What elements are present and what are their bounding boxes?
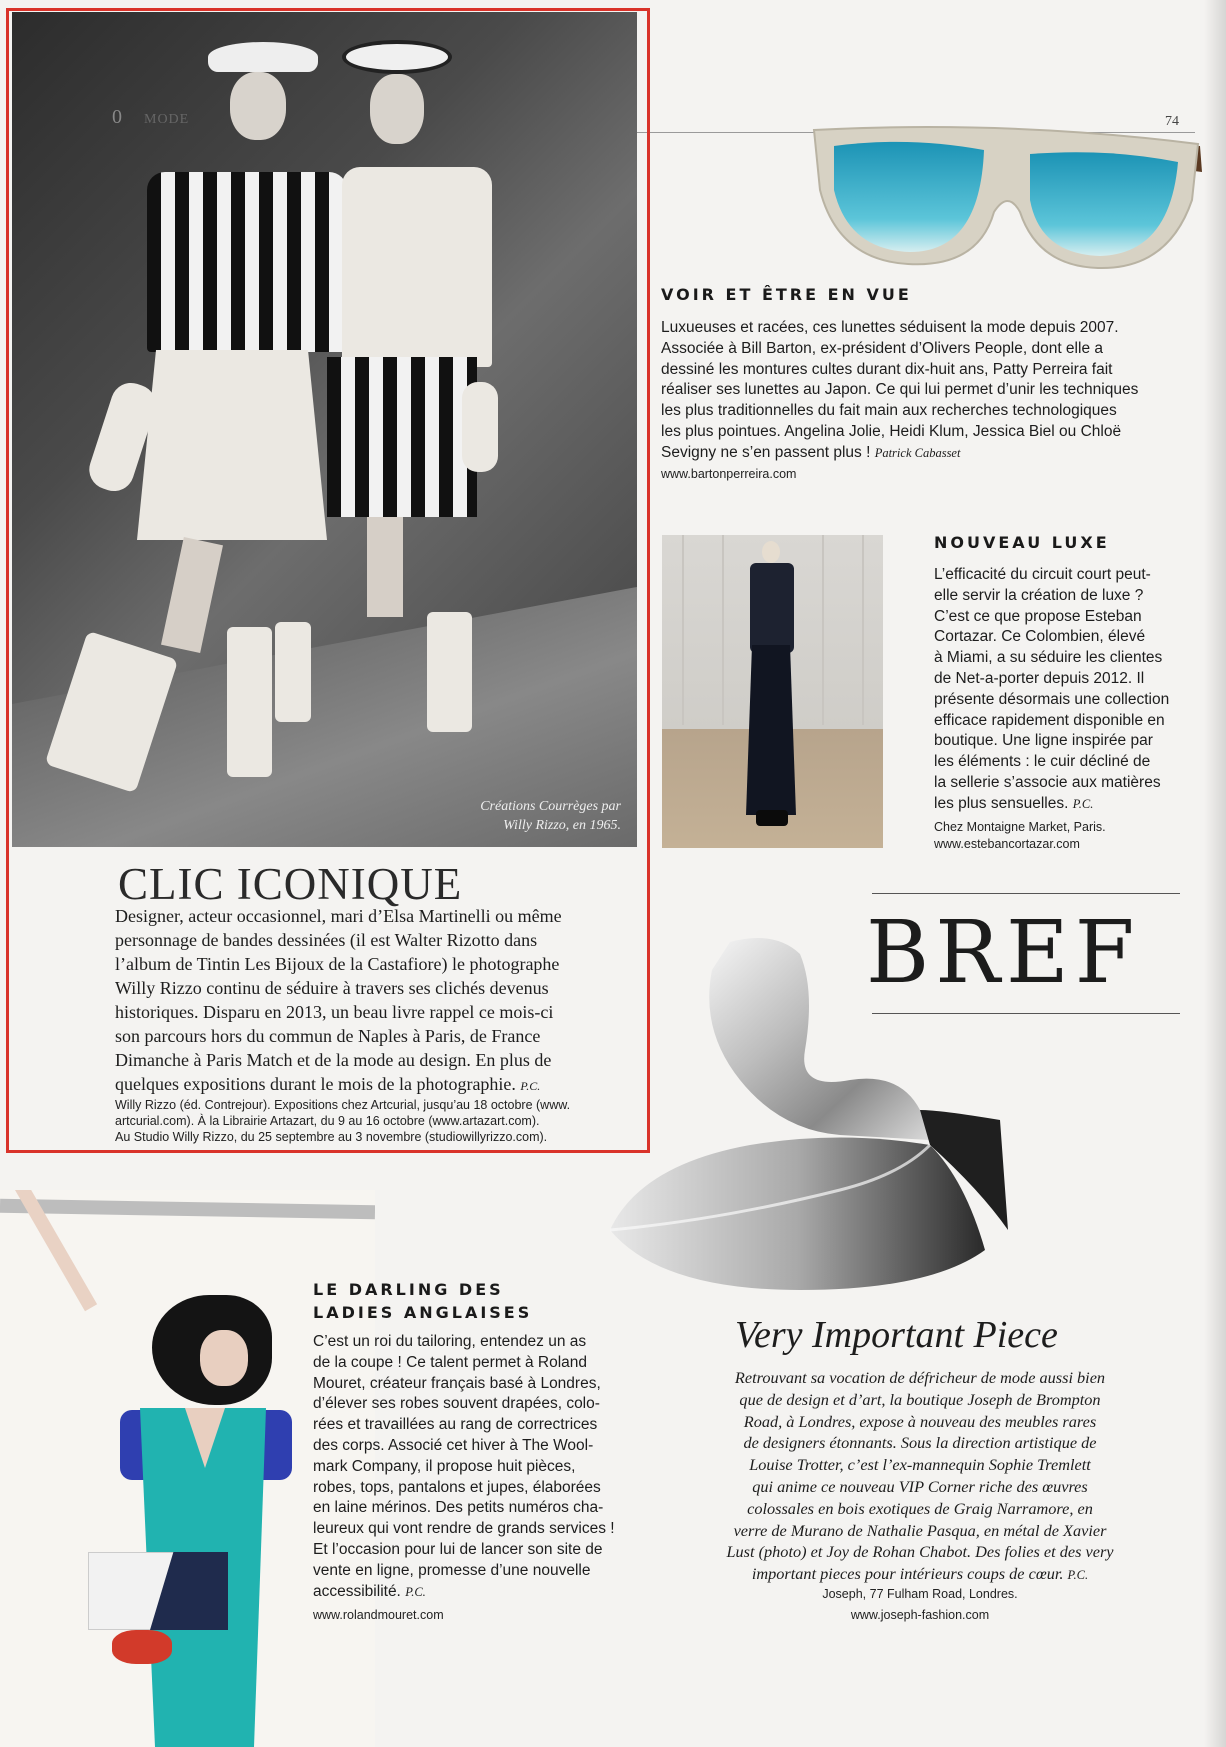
darling-body-line: rées et travaillées au rang de correctrices <box>313 1416 598 1434</box>
voir-body-line: Associée à Bill Barton, ex-président d’Olivers People, dont elle a <box>661 339 1103 357</box>
sunglasses-image <box>808 120 1203 270</box>
clic-body-line: Willy Rizzo continu de séduire à travers ses clichés devenus <box>115 978 549 998</box>
darling-title <box>313 1278 532 1324</box>
darling-body-line: Et l’occasion pour lui de lancer son site de <box>313 1540 603 1558</box>
vip-signature: P.C. <box>1067 1568 1089 1583</box>
darling-url[interactable]: www.rolandmouret.com <box>313 1608 444 1622</box>
darling-body-line: accessibilité. <box>313 1582 401 1600</box>
voir-signature: Patrick Cabasset <box>874 445 961 460</box>
vip-body-line: verre de Murano de Nathalie Pasqua, en métal de Xavier <box>733 1520 1107 1540</box>
clic-body-line: historiques. Disparu en 2013, un beau livre rappel ce mois-ci <box>115 1002 554 1022</box>
luxe-body-line: la sellerie s’associe aux matières <box>934 773 1161 791</box>
voir-body-line: Luxueuses et racées, ces lunettes séduisent la mode depuis 2007. <box>661 319 1119 336</box>
luxe-body-line: présente désormais une collection <box>934 690 1170 708</box>
vip-body-line: que de design et d’art, la boutique Joseph de Brompton <box>739 1389 1101 1409</box>
vip-body-line: important pieces pour intérieurs coups de cœur. <box>751 1564 1064 1584</box>
voir-url[interactable]: www.bartonperreira.com <box>661 467 797 481</box>
clic-signature: P.C. <box>520 1079 541 1093</box>
photo-credit-line1: Créations Courrèges par <box>480 799 621 814</box>
luxe-signature: P.C. <box>1072 796 1094 811</box>
section-label: MODE <box>144 112 190 127</box>
luxe-body-line: efficace rapidement disponible en <box>934 711 1165 729</box>
voir-body-line: les plus traditionnelles du fait main aux recherches technologiques <box>661 402 1117 420</box>
clic-body-line: son parcours hors du commun de Naples à Paris, de France <box>115 1026 541 1046</box>
metal-chair-image <box>600 930 1020 1350</box>
voir-body-line: Sevigny ne s’en passent plus ! <box>661 443 871 461</box>
luxe-title: NOUVEAU LUXE <box>934 533 1110 552</box>
luxe-body-line: C’est ce que propose Esteban <box>934 607 1142 625</box>
darling-signature: P.C. <box>405 1584 426 1599</box>
luxe-url[interactable]: www.estebancortazar.com <box>934 837 1080 851</box>
luxe-body-line: les éléments : le cuir décliné de <box>934 753 1151 771</box>
vip-url[interactable]: www.joseph-fashion.com <box>850 1608 990 1622</box>
vip-body-line: Louise Trotter, c’est l’ex-mannequin Sophie Tremlett <box>749 1455 1091 1475</box>
darling-body-line: des corps. Associé cet hiver à The Wool- <box>313 1436 594 1454</box>
bref-title: BREF <box>866 903 1141 1003</box>
page-edge-shadow <box>1204 0 1226 1747</box>
voir-body <box>661 318 1181 464</box>
vip-where: Joseph, 77 Fulham Road, Londres. <box>822 1587 1018 1601</box>
vip-body-line: Lust (photo) et Joy de Rohan Chabot. Des folies et des very <box>726 1542 1114 1562</box>
highlight-frame <box>6 8 650 1153</box>
clic-credits-line: Willy Rizzo (éd. Contrejour). Expositions chez Artcurial, jusqu’au 18 octobre (www. <box>115 1098 571 1112</box>
darling-body-line: de la coupe ! Ce talent permet à Roland <box>313 1353 588 1371</box>
photo-credit-line2: Willy Rizzo, en 1965. <box>503 818 621 833</box>
clic-credits-line: Au Studio Willy Rizzo, du 25 septembre au 3 novembre (studiowillyrizzo.com). <box>115 1130 548 1144</box>
vip-body-line: colossales en bois exotiques de Graig Narramore, en <box>747 1498 1093 1518</box>
voir-title: VOIR ET ÊTRE EN VUE <box>661 285 912 304</box>
voir-body-line: réaliser ses lunettes au Japon. Ce qui lui permet d’unir les techniques <box>661 381 1139 399</box>
darling-body-line: C’est un roi du tailoring, entendez un as <box>313 1333 587 1350</box>
clic-body-line: Designer, acteur occasionnel, mari d’Elsa Martinelli ou même <box>115 906 562 926</box>
vip-body-line: de designers étonnants. Sous la direction artistique de <box>743 1433 1097 1453</box>
vip-title: Very Important Piece <box>735 1314 1058 1356</box>
luxe-body <box>934 565 1181 815</box>
darling-body-line: leureux qui vont rendre de grands services ! <box>313 1520 615 1538</box>
clic-body-line: personnage de bandes dessinées (il est Walter Rizotto dans <box>115 930 538 950</box>
darling-body-line: d’élever ses robes souvent drapées, colo- <box>313 1395 600 1413</box>
bref-rule-top <box>872 893 1180 894</box>
cortazar-photo <box>662 535 883 848</box>
luxe-body-line: elle servir la création de luxe ? <box>934 586 1144 604</box>
vip-body-line: Retrouvant sa vocation de défricheur de mode aussi bien <box>734 1368 1106 1387</box>
darling-title-line: LADIES ANGLAISES <box>313 1303 533 1322</box>
clic-body-line: quelques expositions durant le mois de la photographie. <box>115 1074 516 1094</box>
page-number: 74 <box>1165 114 1179 129</box>
vip-body-line: qui anime ce nouveau VIP Corner riche des œuvres <box>752 1476 1088 1496</box>
darling-body <box>313 1332 632 1602</box>
voir-body-line: dessiné les montures cultes durant dix-huit ans, Patty Perreira fait <box>661 360 1113 378</box>
darling-body-line: vente en ligne, promesse d’une nouvelle <box>313 1561 591 1579</box>
luxe-body-line: les plus sensuelles. <box>934 794 1069 812</box>
section-mark: 0 <box>112 106 122 128</box>
luxe-body-line: de Net-a-porter depuis 2012. Il <box>934 669 1145 687</box>
luxe-body-line: L’efficacité du circuit court peut- <box>934 566 1151 583</box>
vip-body-line: Road, à Londres, expose à nouveau des meubles rares <box>743 1411 1097 1431</box>
darling-body-line: robes, tops, pantalons et jupes, élaborées <box>313 1478 601 1496</box>
clic-credits-line: artcurial.com). À la Librairie Artazart, du 9 au 16 octobre (www.artazart.com). <box>115 1114 540 1128</box>
clic-body-line: l’album de Tintin Les Bijoux de la Castafiore) le photographe <box>115 954 560 974</box>
vip-body <box>695 1367 1145 1587</box>
luxe-body-line: à Miami, a su séduire les clientes <box>934 649 1163 667</box>
clic-title: CLIC ICONIQUE <box>118 859 463 909</box>
darling-body-line: Mouret, créateur français basé à Londres, <box>313 1374 601 1392</box>
darling-title-line: LE DARLING DES <box>313 1280 504 1299</box>
clic-body-line: Dimanche à Paris Match et de la mode au design. En plus de <box>115 1050 552 1070</box>
luxe-body-line: boutique. Une ligne inspirée par <box>934 732 1153 750</box>
darling-body-line: mark Company, il propose huit pièces, <box>313 1457 576 1475</box>
voir-body-line: les plus pointues. Angelina Jolie, Heidi Klum, Jessica Biel ou Chloë <box>661 422 1122 440</box>
luxe-body-line: Cortazar. Ce Colombien, élevé <box>934 628 1146 646</box>
darling-body-line: en laine mérinos. Des petits numéros cha- <box>313 1499 604 1517</box>
luxe-where: Chez Montaigne Market, Paris. <box>934 820 1106 834</box>
